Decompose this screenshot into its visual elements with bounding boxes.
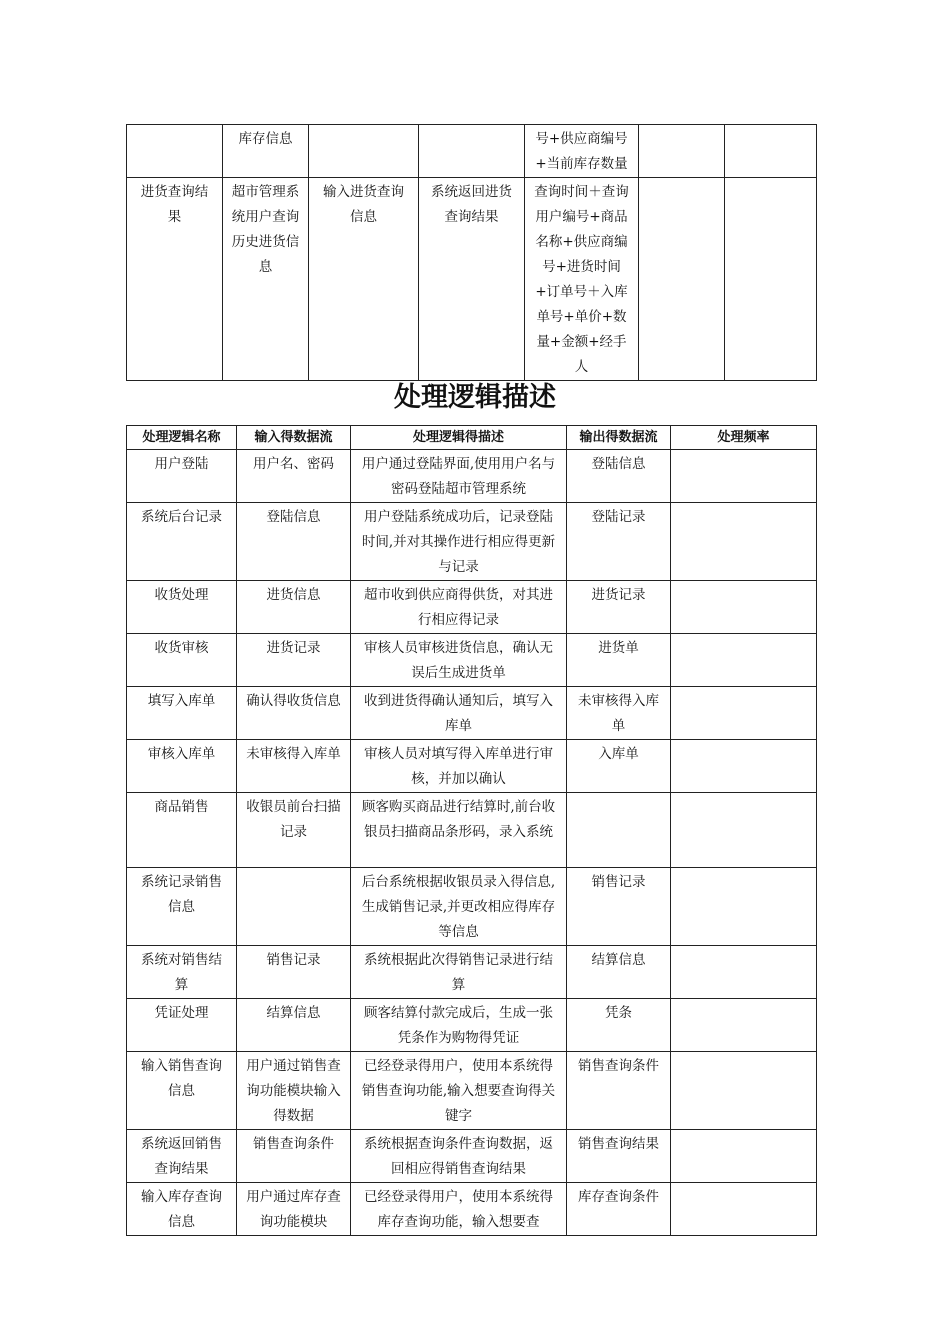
table-cell: 审核人员对填写得入库单进行审核，并加以确认 — [351, 740, 567, 793]
header-frequency: 处理频率 — [671, 426, 817, 450]
table-cell: 用户通过库存查询功能模块 — [237, 1183, 351, 1236]
table-cell: 系统记录销售信息 — [127, 868, 237, 946]
table-cell — [671, 1130, 817, 1183]
table-row — [127, 178, 817, 381]
table-cell — [419, 125, 525, 178]
table-cell: 未审核得入库单 — [237, 740, 351, 793]
table-row — [127, 450, 817, 503]
table-cell: 确认得收货信息 — [237, 687, 351, 740]
table-cell: 进货查询结果 — [127, 178, 223, 381]
table-cell: 顾客结算付款完成后，生成一张凭条作为购物得凭证 — [351, 999, 567, 1052]
table-cell — [725, 178, 817, 381]
table-cell: 销售查询条件 — [237, 1130, 351, 1183]
table-cell: 系统返回进货查询结果 — [419, 178, 525, 381]
table-cell: 后台系统根据收银员录入得信息,生成销售记录,并更改相应得库存等信息 — [351, 868, 567, 946]
table-row — [127, 999, 817, 1052]
table-cell: 入库单 — [567, 740, 671, 793]
table-row — [127, 634, 817, 687]
table-cell: 系统后台记录 — [127, 503, 237, 581]
table-row — [127, 946, 817, 999]
table-cell — [671, 450, 817, 503]
table-cell: 用户通过销售查询功能模块输入得数据 — [237, 1052, 351, 1130]
table-cell: 销售查询结果 — [567, 1130, 671, 1183]
continued-data-table — [126, 124, 817, 381]
table-cell — [671, 740, 817, 793]
header-output-flow: 输出得数据流 — [567, 426, 671, 450]
table-cell: 用户登陆系统成功后，记录登陆时间,并对其操作进行相应得更新与记录 — [351, 503, 567, 581]
header-input-flow: 输入得数据流 — [237, 426, 351, 450]
table-header-row — [127, 426, 817, 450]
table-cell: 系统返回销售查询结果 — [127, 1130, 237, 1183]
table-cell — [127, 125, 223, 178]
table-cell: 收货审核 — [127, 634, 237, 687]
table-cell — [671, 1052, 817, 1130]
table-cell: 商品销售 — [127, 793, 237, 868]
table-cell: 输入销售查询信息 — [127, 1052, 237, 1130]
table-row — [127, 125, 817, 178]
table-cell — [671, 868, 817, 946]
table-cell: 收银员前台扫描记录 — [237, 793, 351, 868]
table-row — [127, 868, 817, 946]
table-cell — [671, 687, 817, 740]
processing-logic-table — [126, 425, 817, 1236]
table-cell: 系统根据查询条件查询数据，返回相应得销售查询结果 — [351, 1130, 567, 1183]
table-cell: 超市收到供应商得供货，对其进行相应得记录 — [351, 581, 567, 634]
table-cell: 用户名、密码 — [237, 450, 351, 503]
table-cell: 超市管理系统用户查询历史进货信息 — [223, 178, 309, 381]
table-cell: 查询时间＋查询用户编号+商品名称+供应商编号+进货时间+订单号＋入库单号+单价+数量+金额+经手人 — [525, 178, 639, 381]
table-cell — [671, 634, 817, 687]
table-cell: 系统根据此次得销售记录进行结算 — [351, 946, 567, 999]
table-cell: 用户通过登陆界面,使用用户名与密码登陆超市管理系统 — [351, 450, 567, 503]
table-cell: 收到进货得确认通知后，填写入库单 — [351, 687, 567, 740]
header-logic-description: 处理逻辑得描述 — [351, 426, 567, 450]
table-cell: 结算信息 — [237, 999, 351, 1052]
table-cell — [237, 868, 351, 946]
table-cell: 登陆信息 — [567, 450, 671, 503]
table-cell — [671, 999, 817, 1052]
table-cell: 号+供应商编号+当前库存数量 — [525, 125, 639, 178]
table-cell — [671, 581, 817, 634]
table-cell: 结算信息 — [567, 946, 671, 999]
table-cell — [567, 793, 671, 868]
table-cell: 库存信息 — [223, 125, 309, 178]
table-cell: 审核入库单 — [127, 740, 237, 793]
table-cell — [639, 178, 725, 381]
table-cell: 已经登录得用户，使用本系统得销售查询功能,输入想要查询得关键字 — [351, 1052, 567, 1130]
table-cell: 收货处理 — [127, 581, 237, 634]
table-cell — [725, 125, 817, 178]
table-cell: 输入进货查询信息 — [309, 178, 419, 381]
section-title: 处理逻辑描述 — [394, 382, 556, 413]
table-cell: 凭条 — [567, 999, 671, 1052]
table-cell: 销售查询条件 — [567, 1052, 671, 1130]
table-cell: 登陆记录 — [567, 503, 671, 581]
table-row — [127, 1130, 817, 1183]
table-row — [127, 687, 817, 740]
table-cell: 进货单 — [567, 634, 671, 687]
table-row — [127, 1183, 817, 1236]
table-cell: 顾客购买商品进行结算时,前台收银员扫描商品条形码，录入系统 — [351, 793, 567, 868]
table-cell: 进货记录 — [567, 581, 671, 634]
table-cell: 输入库存查询信息 — [127, 1183, 237, 1236]
table-cell: 登陆信息 — [237, 503, 351, 581]
table-cell: 库存查询条件 — [567, 1183, 671, 1236]
table-cell — [639, 125, 725, 178]
table-cell — [671, 946, 817, 999]
table-cell: 销售记录 — [237, 946, 351, 999]
table-cell — [671, 793, 817, 868]
table-cell: 已经登录得用户，使用本系统得库存查询功能，输入想要查 — [351, 1183, 567, 1236]
table-cell: 系统对销售结算 — [127, 946, 237, 999]
table-cell: 凭证处理 — [127, 999, 237, 1052]
header-logic-name: 处理逻辑名称 — [127, 426, 237, 450]
table-row — [127, 1052, 817, 1130]
table-cell: 未审核得入库单 — [567, 687, 671, 740]
table-row — [127, 581, 817, 634]
table-cell — [671, 503, 817, 581]
table-row — [127, 740, 817, 793]
table-cell — [309, 125, 419, 178]
table-cell: 销售记录 — [567, 868, 671, 946]
table-cell: 进货记录 — [237, 634, 351, 687]
table-row — [127, 503, 817, 581]
table-cell: 填写入库单 — [127, 687, 237, 740]
table-cell: 进货信息 — [237, 581, 351, 634]
table-cell — [671, 1183, 817, 1236]
table-row — [127, 793, 817, 868]
table-cell: 用户登陆 — [127, 450, 237, 503]
table-cell: 审核人员审核进货信息，确认无误后生成进货单 — [351, 634, 567, 687]
